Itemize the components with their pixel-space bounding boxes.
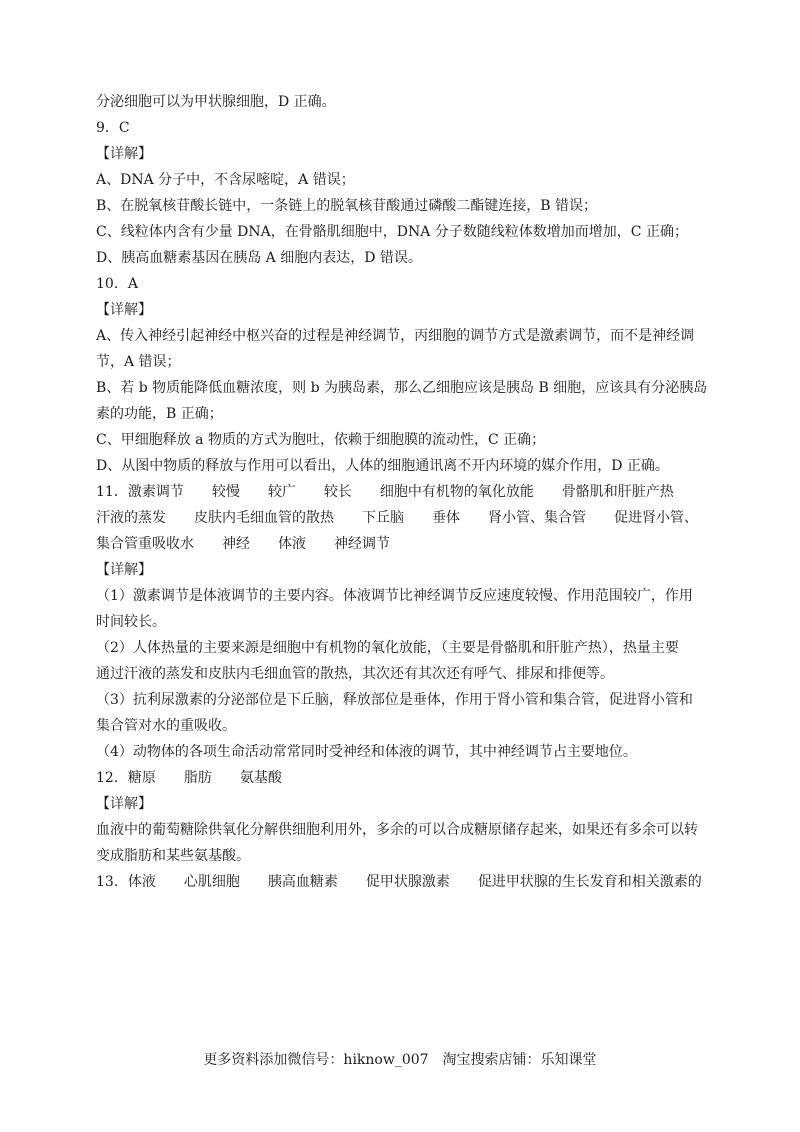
question-number: 9．C (96, 120, 130, 136)
text-line: 时间较长。 (96, 614, 166, 630)
text-line: A、DNA 分子中，不含尿嘧啶，A 错误； (96, 172, 355, 188)
text-line: B、若 b 物质能降低血糖浓度，则 b 为胰岛素，那么乙细胞应该是胰岛 B 细胞，应该具有分泌胰岛 (96, 380, 708, 396)
question-number: 11．激素调节 较慢 较广 较长 细胞中有机物的氧化放能 骨骼肌和肝脏产热 (96, 484, 674, 500)
text-line: B、在脱氧核苷酸长链中，一条链上的脱氧核苷酸通过磷酸二酯键连接，B 错误； (96, 198, 598, 214)
text-line: D、从图中物质的释放与作用可以看出，人体的细胞通讯离不开内环境的媒介作用，D 正确。 (96, 458, 669, 474)
section-heading: 【详解】 (96, 146, 152, 162)
section-heading: 【详解】 (96, 302, 152, 318)
section-heading: 【详解】 (96, 562, 152, 578)
text-line: 素的功能，B 正确； (96, 406, 223, 422)
text-line: 通过汗液的蒸发和皮肤内毛细血管的散热，其次还有其次还有呼气、排尿和排便等。 (96, 666, 614, 682)
text-line: 汗液的蒸发 皮肤内毛细血管的散热 下丘脑 垂体 肾小管、集合管 促进肾小管、 (96, 510, 698, 526)
text-line: 集合管对水的重吸收。 (96, 718, 236, 734)
text-line: 变成脂肪和某些氨基酸。 (96, 848, 250, 864)
question-number: 10．A (96, 276, 138, 292)
text-line: （4）动物体的各项生命活动常常同时受神经和体液的调节，其中神经调节占主要地位。 (96, 744, 637, 760)
text-line: 节，A 错误； (96, 354, 181, 370)
text-line: 血液中的葡萄糖除供氧化分解供细胞利用外，多余的可以合成糖原储存起来，如果还有多余可以转 (96, 822, 698, 838)
text-line: （3）抗利尿激素的分泌部位是下丘脑，释放部位是垂体，作用于肾小管和集合管，促进肾小管和 (96, 692, 693, 708)
text-line: 集合管重吸收水 神经 体液 神经调节 (96, 536, 390, 552)
answer-body (96, 92, 716, 898)
section-heading: 【详解】 (96, 796, 152, 812)
question-number: 12．糖原 脂肪 氨基酸 (96, 770, 282, 786)
text-line: A、传入神经引起神经中枢兴奋的过程是神经调节，丙细胞的调节方式是激素调节，而不是神经调 (96, 328, 695, 344)
question-number: 13．体液 心肌细胞 胰高血糖素 促甲状腺激素 促进甲状腺的生长发育和相关激素的 (96, 874, 702, 890)
text-line: C、线粒体内含有少量 DNA，在骨骼肌细胞中，DNA 分子数随线粒体数增加而增加，C 正确； (96, 224, 688, 240)
page-footer: 更多资料添加微信号：hiknow_007 淘宝搜索店铺：乐知课堂 (203, 1052, 597, 1068)
text-line: C、甲细胞释放 a 物质的方式为胞吐，依赖于细胞膜的流动性，C 正确； (96, 432, 546, 448)
text-line: 分泌细胞可以为甲状腺细胞，D 正确。 (96, 94, 336, 110)
text-line: （1）激素调节是体液调节的主要内容。体液调节比神经调节反应速度较慢、作用范围较广，作用 (96, 588, 693, 604)
text-line: （2）人体热量的主要来源是细胞中有机物的氧化放能，（主要是骨骼肌和肝脏产热），热量主要 (96, 640, 679, 656)
text-line: D、胰高血糖素基因在胰岛 A 细胞内表达，D 错误。 (96, 250, 422, 266)
